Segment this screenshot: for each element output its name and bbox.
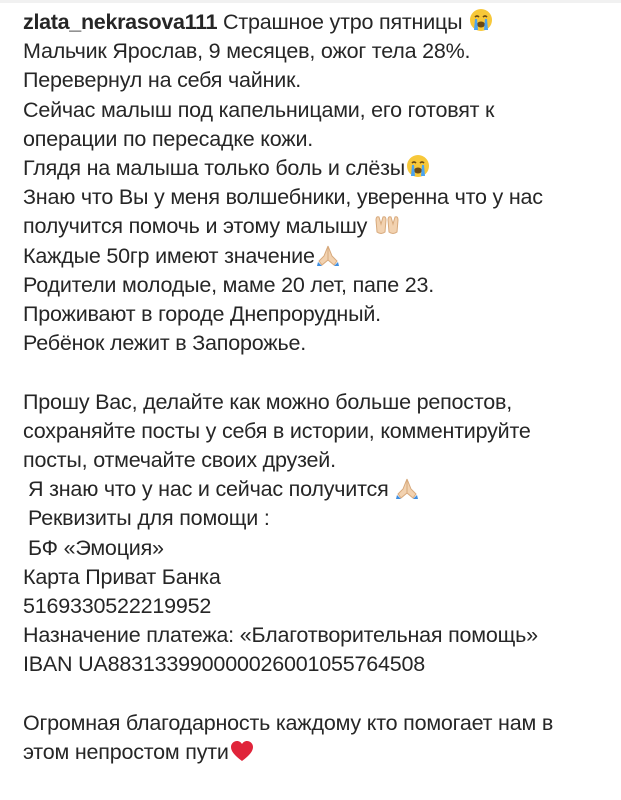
caption-text: получится помочь и этому малышу (23, 214, 368, 239)
caption-line: Реквизиты для помощи : (28, 506, 270, 531)
username-link[interactable]: zlata_nekrasova111 (23, 10, 218, 34)
caption-text: этом непростом пути (23, 740, 229, 765)
crying-face-emoji-icon (406, 154, 430, 178)
iban-number: IBAN UA883133990000026001055764508 (23, 652, 426, 677)
caption-line: Сейчас малыш под капельницами, его готовят к (23, 97, 495, 122)
caption-text: Каждые 50гр имеют значение (23, 243, 315, 268)
caption-line: Назначение платежа: «Благотворительная помощь» (23, 623, 538, 648)
caption-line: Родители молодые, маме 20 лет, папе 23. (23, 272, 435, 297)
folded-hands-emoji-icon (316, 244, 340, 266)
caption-line: Проживают в городе Днепрорудный. (23, 302, 381, 327)
caption-line: сохраняйте посты у себя в истории, комментируйте (23, 418, 531, 443)
blank-line (23, 680, 613, 709)
folded-hands-emoji-icon (395, 477, 419, 499)
crying-face-emoji-icon (469, 8, 493, 32)
caption-line (23, 738, 613, 767)
caption-line: Прошу Вас, делайте как можно больше репостов, (23, 389, 513, 414)
caption-line (23, 212, 613, 241)
caption-line: Ребёнок лежит в Запорожье. (23, 331, 306, 356)
caption-line: Знаю что Вы у меня волшебники, уверенна что у нас (23, 185, 543, 210)
caption-line (23, 242, 613, 271)
caption-line: посты, отмечайте своих друзей. (23, 448, 336, 473)
caption-text: Глядя на малыша только боль и слёзы (23, 156, 405, 181)
caption-line: операции по пересадке кожи. (23, 126, 314, 151)
top-divider (0, 0, 621, 3)
caption-line (23, 475, 613, 504)
caption-text: Страшное утро пятницы (223, 10, 463, 34)
caption-text: Я знаю что у нас и сейчас получится (28, 477, 389, 502)
caption-line: Перевернул на себя чайник. (23, 68, 302, 93)
caption-line-1 (23, 8, 613, 37)
caption-line: Карта Приват Банка (23, 564, 221, 589)
blank-line (23, 358, 613, 387)
caption-line: Огромная благодарность каждому кто помогает нам в (23, 710, 554, 735)
card-number: 5169330522219952 (23, 594, 212, 619)
palms-up-emoji-icon (374, 214, 400, 236)
post-caption (23, 8, 613, 767)
red-heart-emoji-icon (230, 740, 254, 762)
caption-line: Мальчик Ярослав, 9 месяцев, ожог тела 28%. (23, 39, 471, 64)
caption-line (23, 154, 613, 183)
caption-line: БФ «Эмоция» (28, 535, 164, 560)
